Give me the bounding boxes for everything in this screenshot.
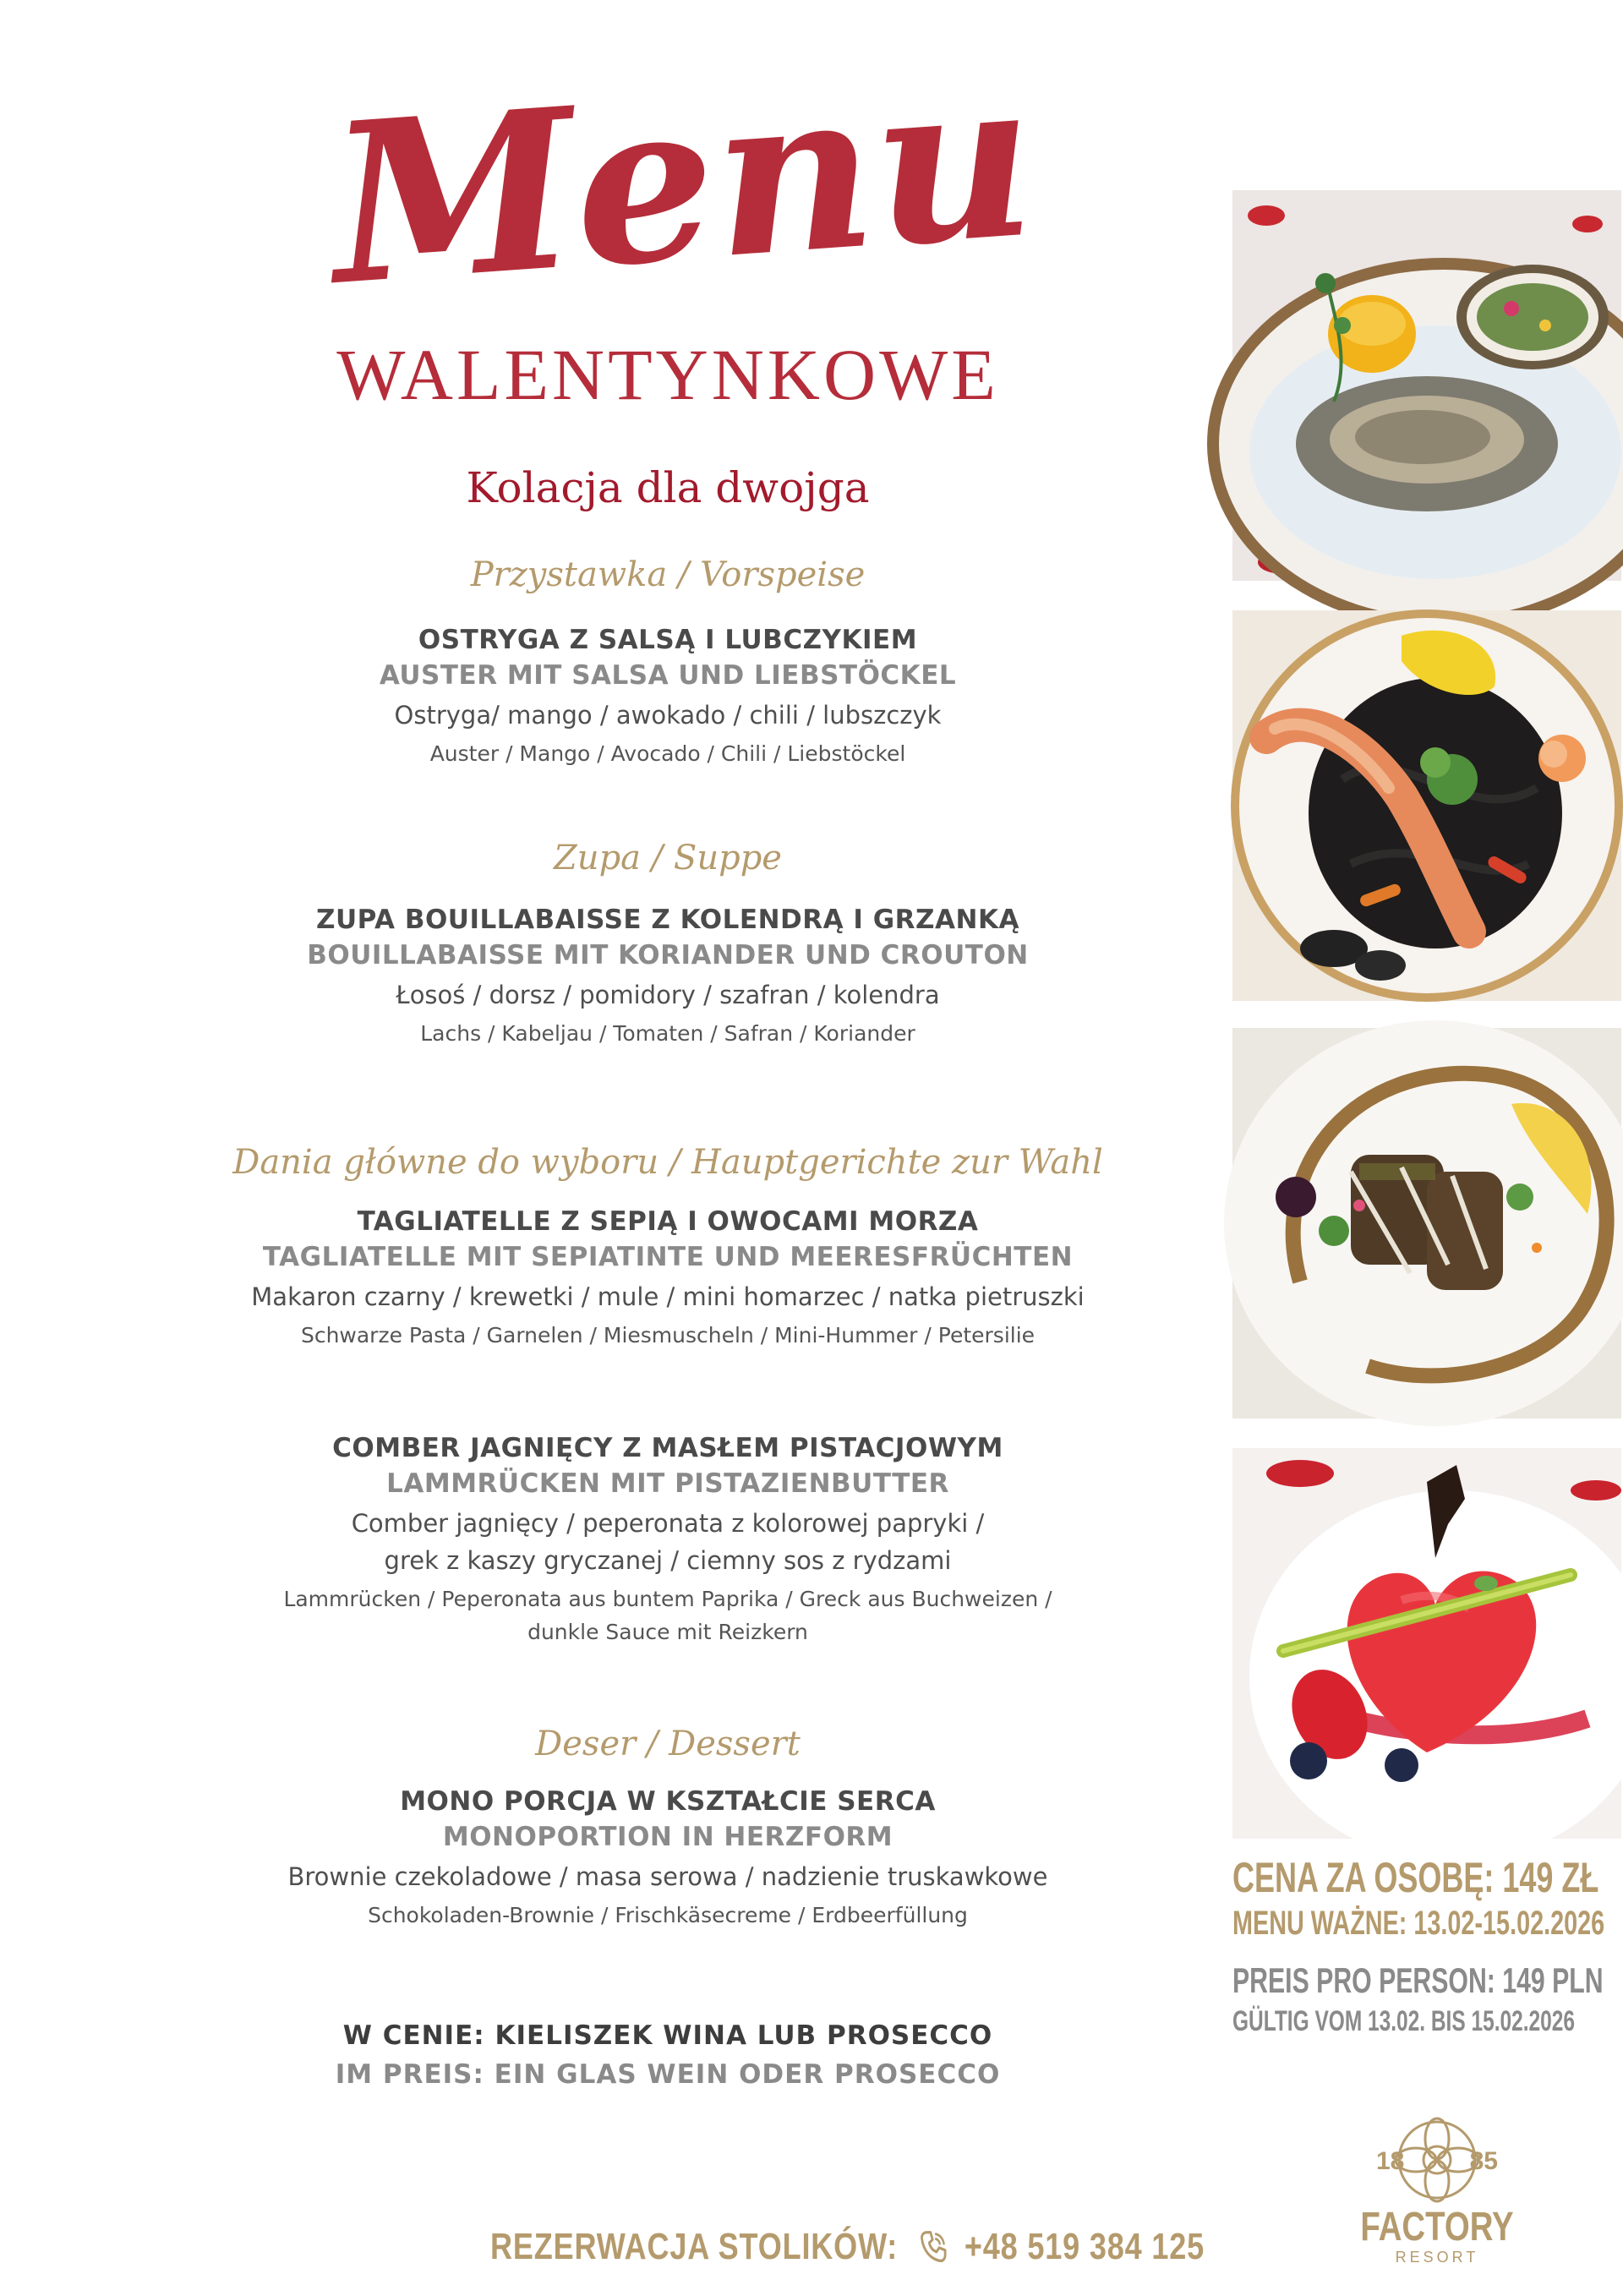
price-de: PREIS PRO PERSON: 149 PLN [1232, 1960, 1604, 2000]
reservation-label: REZERWACJA STOLIKÓW: [490, 2226, 899, 2267]
dish-soup [203, 902, 1133, 1051]
dish-name-pl: MONO PORCJA W KSZTAŁCIE SERCA [400, 1786, 936, 1817]
logo-sub: RESORT [1395, 2249, 1479, 2266]
dish-ingredients-de: Auster / Mango / Avocado / Chili / Liebstöckel [429, 741, 906, 766]
menu-script-text: Menu [323, 28, 1042, 335]
photo-dessert-heart [1232, 1448, 1621, 1839]
dish-starter [203, 622, 1133, 771]
dish-main-2 [203, 1430, 1133, 1648]
dish-name-de: AUSTER MIT SALSA UND LIEBSTÖCKEL [379, 660, 957, 691]
dish-ingredients-de: Schokoladen-Brownie / Frischkäsecreme / Erdbeerfüllung [368, 1903, 968, 1927]
section-title-dessert: Deser / Dessert [535, 1725, 801, 1763]
dish-name-pl: ZUPA BOUILLABAISSE Z KOLENDRĄ I GRZANKĄ [316, 905, 1019, 935]
dish-ingredients-de: Schwarze Pasta / Garnelen / Miesmuscheln / Mini-Hummer / Petersilie [300, 1323, 1036, 1348]
dish-name-pl: OSTRYGA Z SALSĄ I LUBCZYKIEM [418, 625, 918, 655]
dish-ingredients-de-line1: Lammrücken / Peperonata aus buntem Paprika / Greck aus Buchweizen / [283, 1587, 1052, 1611]
wine-note-de: IM PREIS: EIN GLAS WEIN ODER PROSECCO [335, 2059, 1001, 2090]
photo-starter-oyster [1232, 190, 1621, 581]
dish-name-de: MONOPORTION IN HERZFORM [442, 1822, 893, 1852]
photo-main-tagliatelle [1232, 610, 1621, 1001]
dish-name-pl: TAGLIATELLE Z SEPIĄ I OWOCAMI MORZA [357, 1206, 979, 1237]
dish-ingredients-pl: Ostryga/ mango / awokado / chili / lubszczyk [394, 701, 942, 730]
dish-name-de: TAGLIATELLE MIT SEPIATINTE UND MEERESFRÜCHTEN [262, 1242, 1074, 1272]
logo-name: FACTORY [1360, 2205, 1514, 2250]
wine-note-pl: W CENIE: KIELISZEK WINA LUB PROSECCO [342, 2020, 993, 2051]
section-title-soup: Zupa / Suppe [554, 839, 782, 877]
photo-main-lamb [1232, 1028, 1621, 1419]
menu-tagline: Kolacja dla dwojga [466, 463, 870, 512]
dish-name-de: BOUILLABAISSE MIT KORIANDER UND CROUTON [307, 940, 1029, 970]
dish-ingredients-pl-line1: Comber jagnięcy / peperonata z kolorowej papryki / [351, 1509, 985, 1538]
dish-dessert [203, 1784, 1133, 1932]
dish-main-1 [203, 1204, 1133, 1353]
factory-resort-logo [1352, 2113, 1522, 2282]
dish-ingredients-pl: Brownie czekoladowe / masa serowa / nadzienie truskawkowe [287, 1862, 1048, 1891]
dish-ingredients-pl: Łosoś / dorsz / pomidory / szafran / kolendra [396, 981, 940, 1009]
wine-note [203, 2016, 1133, 2094]
menu-script-title [323, 28, 1042, 335]
reservation-line [490, 2222, 1205, 2272]
dish-ingredients-pl: Makaron czarny / krewetki / mule / mini homarzec / natka pietruszki [251, 1282, 1085, 1311]
validity-de: GÜLTIG VOM 13.02. BIS 15.02.2026 [1232, 2005, 1576, 2037]
reservation-phone: +48 519 384 125 [964, 2226, 1205, 2267]
logo-year-left: 18 [1376, 2147, 1405, 2175]
price-box [1232, 1853, 1621, 2039]
menu-subtitle: WALENTYNKOWE [336, 334, 999, 415]
phone-icon [917, 2228, 949, 2266]
dish-ingredients-pl-line2: grek z kaszy gryczanej / ciemny sos z rydzami [384, 1546, 952, 1575]
price-pl: CENA ZA OSOBĘ: 149 ZŁ [1232, 1854, 1599, 1901]
validity-pl: MENU WAŻNE: 13.02-15.02.2026 [1232, 1905, 1605, 1942]
dish-name-pl: COMBER JAGNIĘCY Z MASŁEM PISTACJOWYM [332, 1433, 1003, 1463]
logo-year-right: 85 [1469, 2147, 1498, 2175]
dish-ingredients-de-line2: dunkle Sauce mit Reizkern [527, 1620, 808, 1644]
dish-ingredients-de: Lachs / Kabeljau / Tomaten / Safran / Koriander [420, 1021, 915, 1046]
section-title-starter: Przystawka / Vorspeise [470, 555, 866, 594]
section-title-mains: Dania główne do wyboru / Hauptgerichte zur Wahl [232, 1143, 1103, 1182]
dish-name-de: LAMMRÜCKEN MIT PISTAZIENBUTTER [386, 1468, 949, 1499]
